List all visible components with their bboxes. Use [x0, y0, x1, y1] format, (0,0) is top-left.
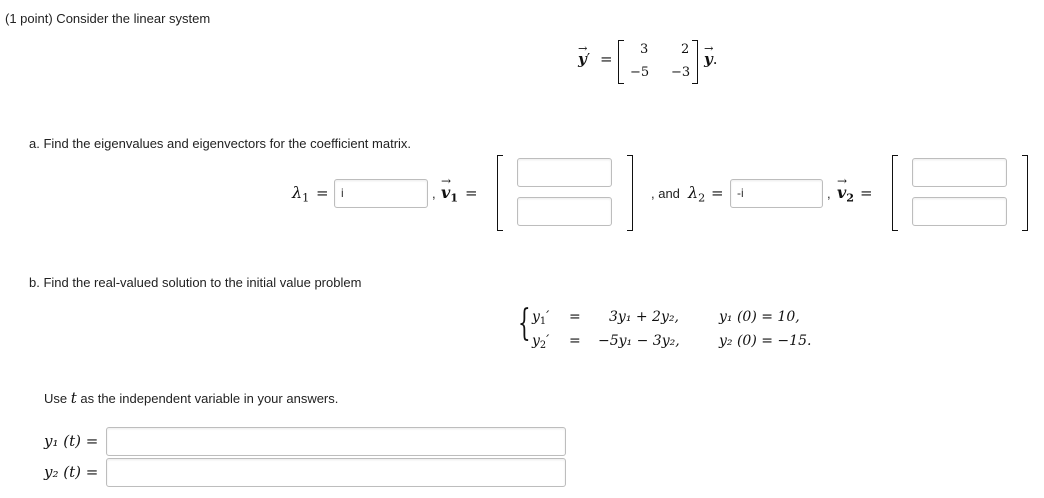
lambda2-subscript: 2 — [698, 191, 706, 205]
eq2-equals: = — [569, 333, 581, 349]
eq2-lhs — [532, 333, 549, 351]
lambda1-subscript: 1 — [302, 191, 310, 205]
v1-comma: , — [432, 186, 436, 201]
instructions-pre: Use — [44, 391, 71, 406]
y2-answer-label: y₂ (t) = — [44, 463, 99, 481]
system-lhs — [578, 50, 590, 68]
v2-symbol: → v — [837, 183, 846, 202]
eq2-lhs-sub: 2 — [539, 339, 547, 351]
eq1-initial-condition: y₁ (0) = 10, — [719, 309, 800, 325]
v2-label — [837, 183, 854, 204]
lambda2-equals: = — [711, 184, 724, 202]
v2-equals: = — [860, 184, 873, 202]
part-a-prompt: a. Find the eigenvalues and eigenvectors for the coefficient matrix. — [29, 136, 412, 151]
y1-answer-label: y₁ (t) = — [44, 432, 99, 450]
v1-component-2-input[interactable] — [517, 197, 612, 226]
prime-mark: ′ — [586, 50, 591, 68]
matrix-right-bracket — [692, 40, 698, 84]
matrix-r2c2: −3 — [671, 65, 691, 80]
v1-subscript: 1 — [450, 190, 459, 205]
v2-left-bracket — [892, 155, 898, 231]
lambda1-label — [292, 183, 309, 204]
eq1-prime: ′ — [546, 309, 550, 325]
problem-header: (1 point) Consider the linear system — [5, 11, 211, 26]
instructions-variable: t — [70, 389, 77, 407]
v2-subscript: 2 — [846, 190, 855, 205]
y2-answer-input[interactable] — [106, 458, 566, 487]
eq2-lhs-var: y — [532, 333, 540, 349]
and-text: , and — [651, 186, 680, 201]
eq2-initial-condition: y₂ (0) = −15. — [719, 333, 812, 349]
v1-label — [441, 183, 458, 204]
lambda2-label — [688, 183, 705, 204]
lambda1-input[interactable]: i — [334, 179, 428, 208]
equals-sign: = — [600, 50, 613, 68]
v2-component-2-input[interactable] — [912, 197, 1007, 226]
eq1-rhs: 3y₁ + 2y₂, — [609, 309, 679, 325]
lambda1-symbol: λ — [292, 183, 303, 202]
lambda2-input[interactable]: -i — [730, 179, 823, 208]
matrix-left-bracket — [618, 40, 624, 84]
y1-answer-input[interactable] — [106, 427, 566, 456]
lambda1-equals: = — [316, 184, 329, 202]
eq1-equals: = — [569, 309, 581, 325]
system-rhs: → y. — [704, 50, 718, 68]
y-vector-symbol: → y — [578, 50, 587, 68]
instructions-post: as the independent variable in your answers. — [76, 391, 339, 406]
eq1-lhs-sub: 1 — [539, 315, 547, 327]
v2-comma: , — [827, 186, 831, 201]
system-equation — [578, 36, 748, 86]
part-b-prompt: b. Find the real-valued solution to the initial value problem — [29, 275, 362, 290]
ivp-brace: { — [518, 303, 531, 344]
v1-component-1-input[interactable] — [517, 158, 612, 187]
matrix-r1c1: 3 — [640, 42, 649, 57]
instructions — [44, 389, 338, 407]
eq2-prime: ′ — [546, 333, 550, 349]
matrix-r2c1: −5 — [630, 65, 650, 80]
lambda2-symbol: λ — [688, 183, 699, 202]
matrix-r1c2: 2 — [681, 42, 690, 57]
ivp-system — [518, 303, 828, 353]
v2-component-1-input[interactable] — [912, 158, 1007, 187]
eq1-lhs-var: y — [532, 309, 540, 325]
v1-equals: = — [465, 184, 478, 202]
eq2-rhs: −5y₁ − 3y₂, — [598, 333, 680, 349]
v2-right-bracket — [1022, 155, 1028, 231]
v1-right-bracket — [627, 155, 633, 231]
eq1-lhs — [532, 309, 549, 327]
v1-left-bracket — [497, 155, 503, 231]
y-vector-rhs: → y — [704, 50, 713, 68]
v1-symbol: → v — [441, 183, 450, 202]
